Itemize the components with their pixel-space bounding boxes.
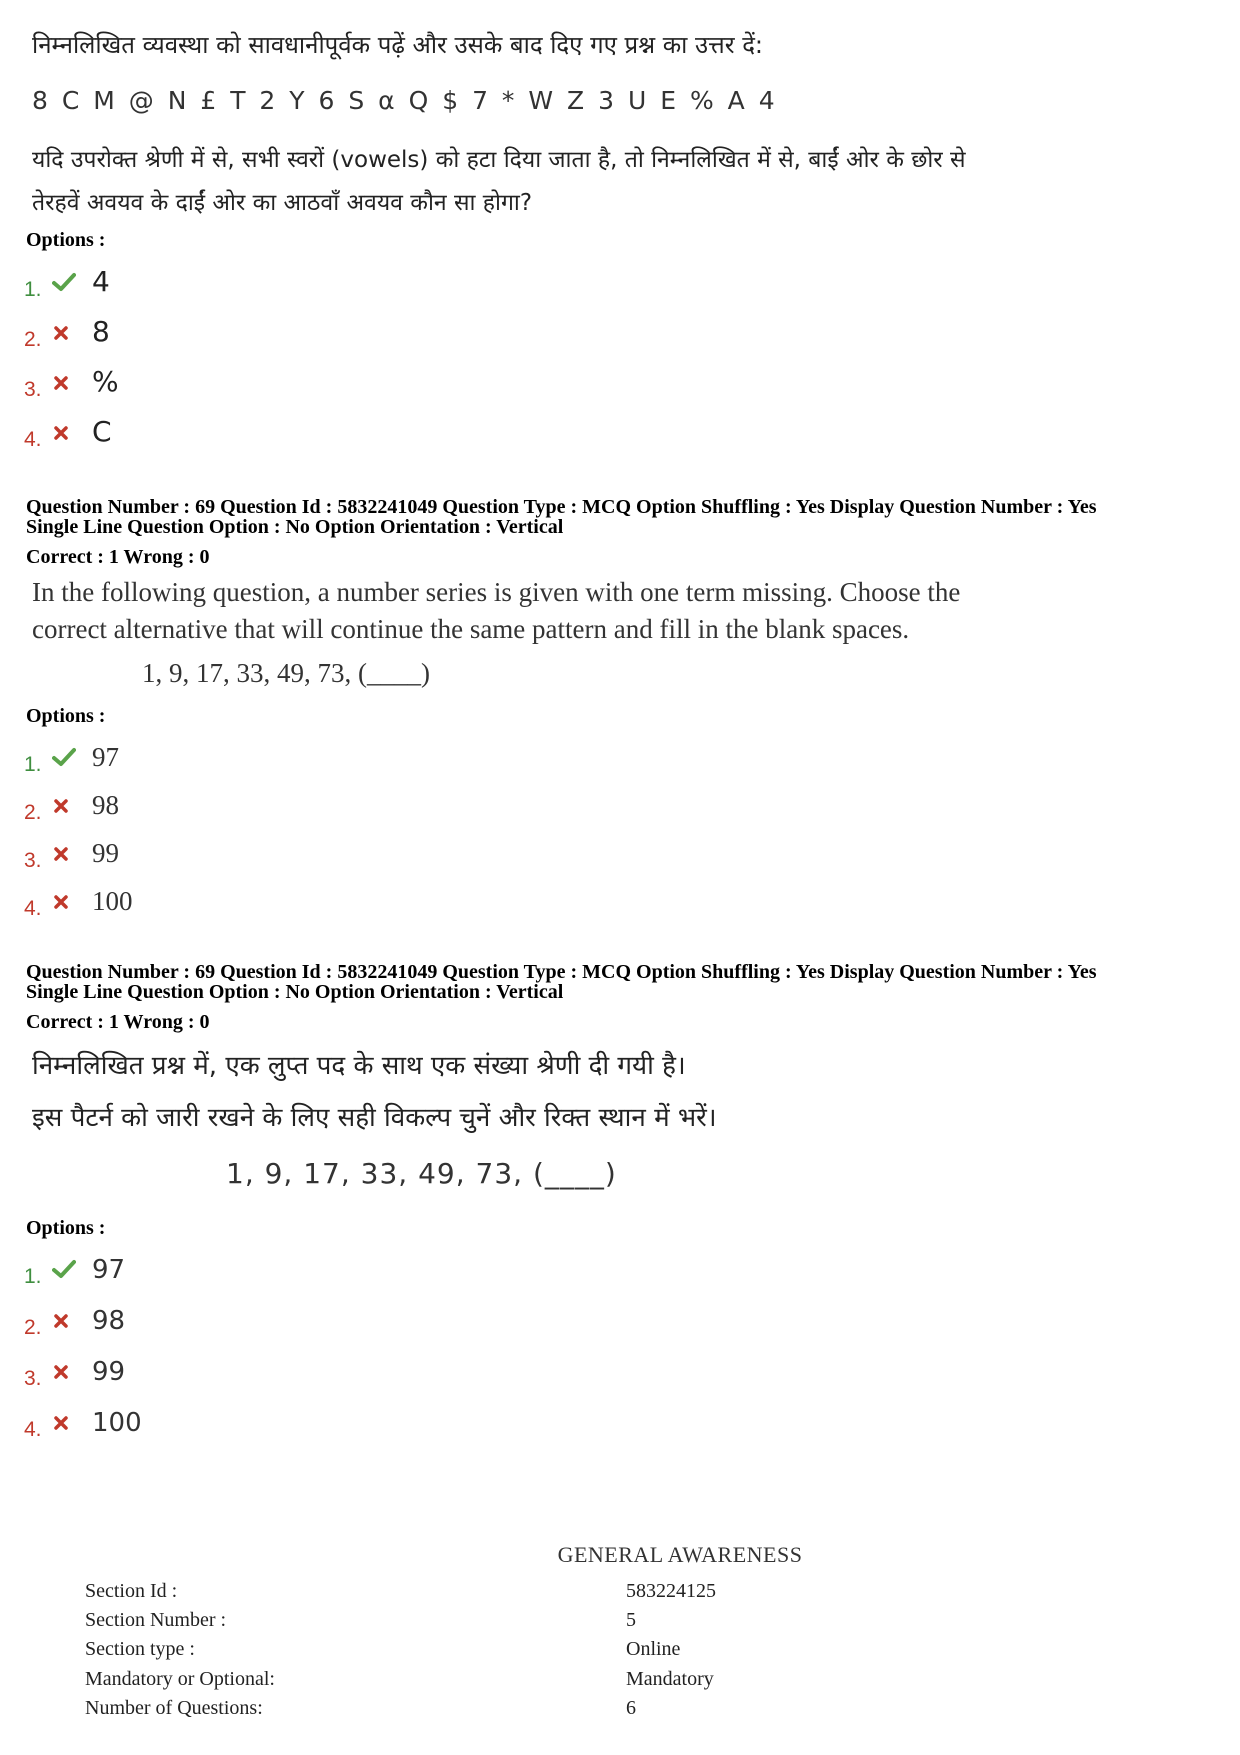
question-count-label: Number of Questions: <box>85 1697 263 1719</box>
option-value: C <box>92 415 112 448</box>
q69-en-option-1 <box>24 733 119 776</box>
option-value: % <box>92 365 119 398</box>
option-number: 1. <box>24 1265 42 1288</box>
q69-en-question-line1: In the following question, a number series is given with one term missing. Choose the <box>32 577 961 607</box>
check-icon <box>52 272 82 296</box>
option-number: 3. <box>24 378 42 401</box>
q68-options-label: Options : <box>26 229 106 251</box>
option-value: 8 <box>92 315 110 348</box>
option-value: 4 <box>92 265 110 298</box>
q69-hi-meta-line2: Single Line Question Option : No Option Orientation : Vertical <box>26 981 564 1003</box>
q69-en-series: 1, 9, 17, 33, 49, 73, (____) <box>142 658 430 688</box>
q68-instruction: निम्नलिखित व्यवस्था को सावधानीपूर्वक पढ़ें और उसके बाद दिए गए प्रश्न का उत्तर दें: <box>32 31 764 59</box>
option-value: 100 <box>92 886 133 916</box>
option-number: 1. <box>24 278 42 301</box>
q69-en-options-label: Options : <box>26 705 106 727</box>
option-value: 97 <box>92 742 119 772</box>
option-number: 2. <box>24 328 42 351</box>
option-number: 3. <box>24 849 42 872</box>
q69-hi-marks: Correct : 1 Wrong : 0 <box>26 1011 210 1033</box>
q69-en-option-4 <box>24 877 133 920</box>
section-number-value: 5 <box>626 1609 636 1631</box>
cross-icon <box>52 845 82 867</box>
section-type-label: Section type : <box>85 1638 195 1660</box>
option-number: 4. <box>24 428 42 451</box>
q68-series: 8 C M @ N £ T 2 Y 6 S α Q $ 7 * W Z 3 U E % A 4 <box>32 86 778 115</box>
option-number: 3. <box>24 1367 42 1390</box>
check-icon <box>52 747 82 771</box>
cross-icon <box>52 324 82 346</box>
q69-hi-option-4 <box>24 1398 142 1441</box>
cross-icon <box>52 1414 82 1436</box>
q68-option-4 <box>24 408 112 451</box>
q69-en-marks: Correct : 1 Wrong : 0 <box>26 546 210 568</box>
cross-icon <box>52 797 82 819</box>
cross-icon <box>52 424 82 446</box>
cross-icon <box>52 1312 82 1334</box>
q68-option-1 <box>24 258 110 301</box>
option-value: 99 <box>92 1357 126 1387</box>
q69-hi-question-line1: निम्नलिखित प्रश्न में, एक लुप्त पद के साथ एक संख्या श्रेणी दी गयी है। <box>32 1051 686 1081</box>
option-number: 1. <box>24 753 42 776</box>
section-type-value: Online <box>626 1638 681 1660</box>
q69-hi-option-1 <box>24 1245 126 1288</box>
q69-en-option-2 <box>24 781 119 824</box>
q69-hi-meta-line1: Question Number : 69 Question Id : 5832241049 Question Type : MCQ Option Shuffling : Yes Display Question Number : Yes <box>26 961 1097 983</box>
q68-option-2 <box>24 308 110 351</box>
q68-question-line2: तेरहवें अवयव के दाईं ओर का आठवाँ अवयव कौन सा होगा? <box>32 190 533 216</box>
q69-hi-options-label: Options : <box>26 1217 106 1239</box>
q69-en-meta-line1: Question Number : 69 Question Id : 5832241049 Question Type : MCQ Option Shuffling : Yes Display Question Number : Yes <box>26 496 1097 518</box>
cross-icon <box>52 1363 82 1385</box>
option-number: 4. <box>24 1418 42 1441</box>
q69-en-option-3 <box>24 829 119 872</box>
option-number: 4. <box>24 897 42 920</box>
option-value: 97 <box>92 1255 126 1285</box>
q68-option-3 <box>24 358 119 401</box>
cross-icon <box>52 374 82 396</box>
cross-icon <box>52 893 82 915</box>
option-number: 2. <box>24 1316 42 1339</box>
check-icon <box>52 1259 82 1283</box>
section-id-label: Section Id : <box>85 1580 178 1602</box>
section-id-value: 583224125 <box>626 1580 716 1602</box>
q69-hi-option-3 <box>24 1347 126 1390</box>
section-number-label: Section Number : <box>85 1609 227 1631</box>
option-value: 98 <box>92 1306 126 1336</box>
option-value: 98 <box>92 790 119 820</box>
section-title: GENERAL AWARENESS <box>557 1542 803 1567</box>
option-value: 100 <box>92 1408 142 1438</box>
q68-question-line1: यदि उपरोक्त श्रेणी में से, सभी स्वरों (vowels) को हटा दिया जाता है, तो निम्नलिखित में से, बाईं ओर के छोर से <box>32 147 966 173</box>
option-number: 2. <box>24 801 42 824</box>
q69-en-meta-line2: Single Line Question Option : No Option Orientation : Vertical <box>26 516 564 538</box>
q69-en-question-line2: correct alternative that will continue the same pattern and fill in the blank spaces. <box>32 614 910 644</box>
q69-hi-question-line2: इस पैटर्न को जारी रखने के लिए सही विकल्प चुनें और रिक्त स्थान में भरें। <box>32 1103 717 1133</box>
option-value: 99 <box>92 838 119 868</box>
mandatory-label: Mandatory or Optional: <box>85 1668 275 1690</box>
mandatory-value: Mandatory <box>626 1668 714 1690</box>
q69-hi-series: 1, 9, 17, 33, 49, 73, (____) <box>226 1157 617 1190</box>
q69-hi-option-2 <box>24 1296 126 1339</box>
question-count-value: 6 <box>626 1697 636 1719</box>
